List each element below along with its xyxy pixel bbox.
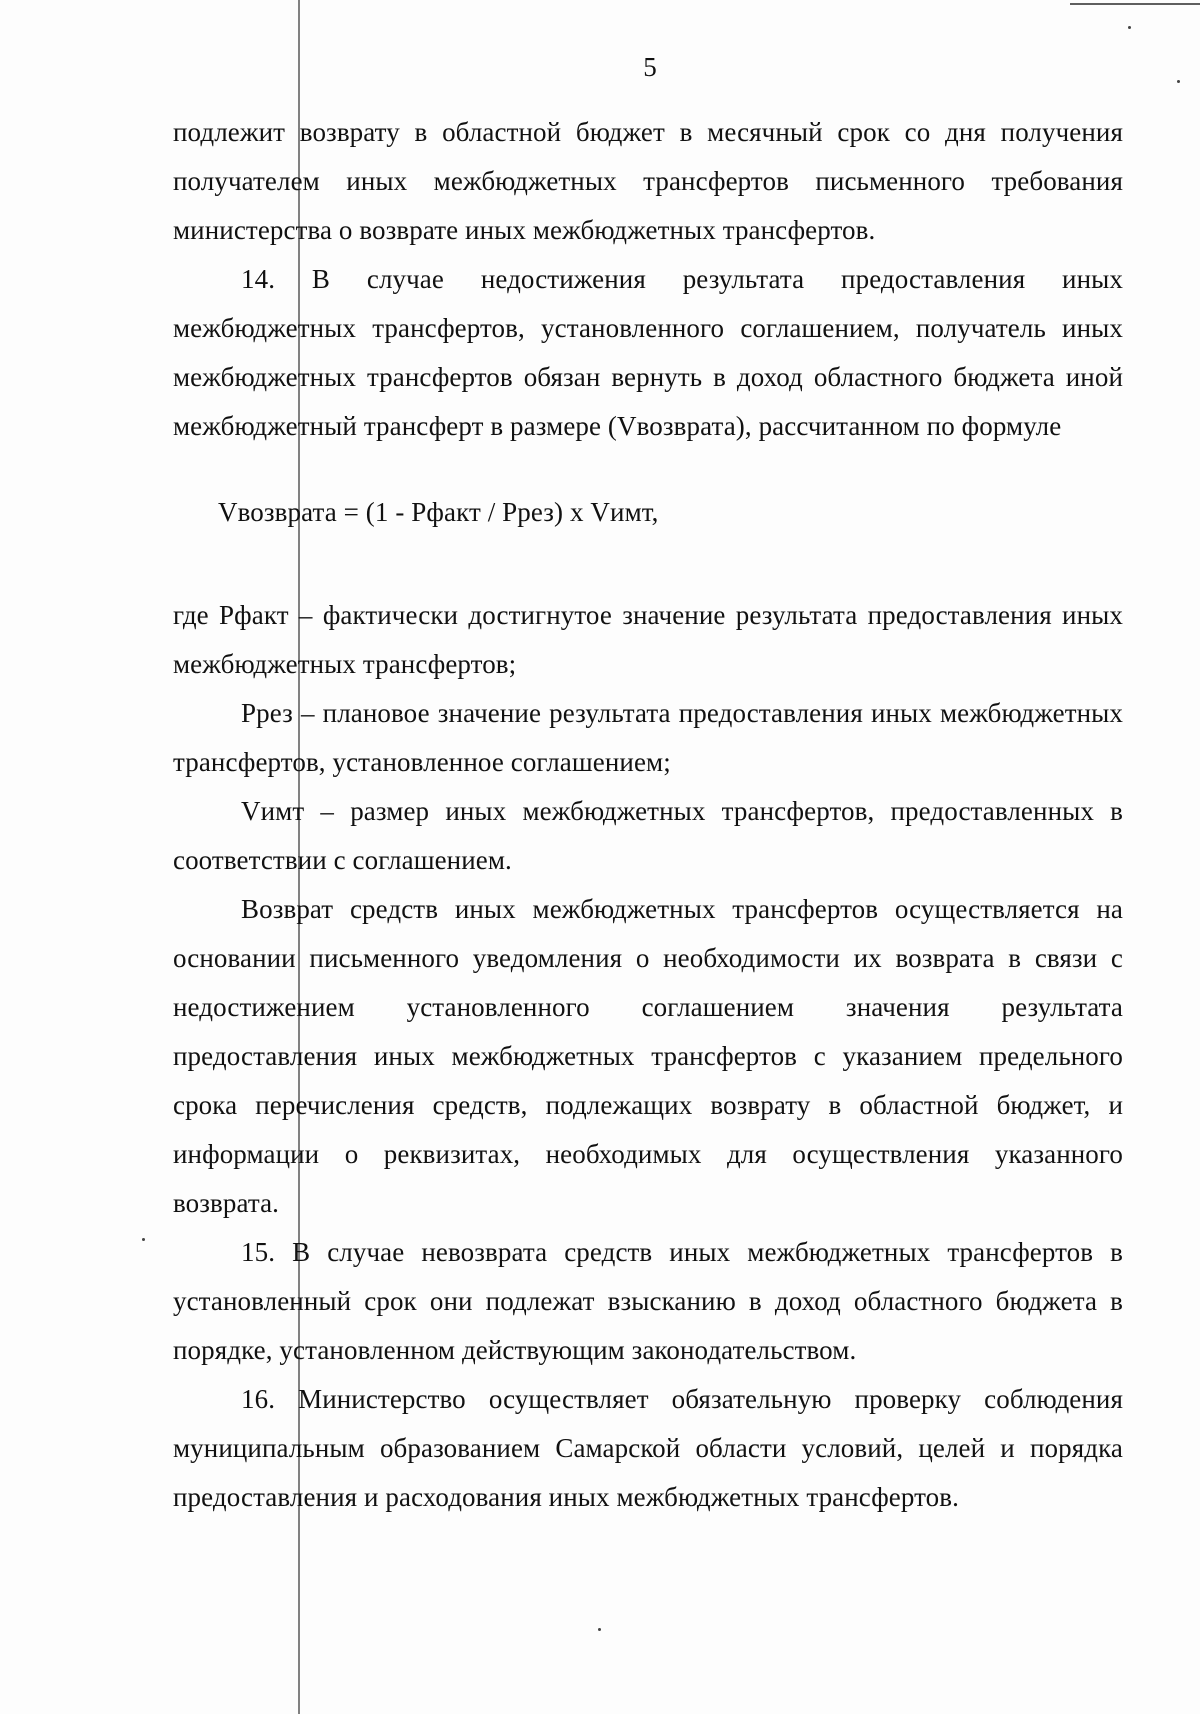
definition-vimt: Vимт – размер иных межбюджетных трансфертов, предоставленных в соответствии с соглашением. xyxy=(173,796,1123,875)
paragraph-item-14: 14. В случае недостижения результата предоставления иных межбюджетных трансфертов, установленного соглашением, получатель иных межбюджетных трансфертов обязан вернуть в доход областного бюджета иной межбюджетный трансферт в размере (Vвозврата), рассчитанном по формуле xyxy=(173,264,1123,441)
scan-speck xyxy=(1128,26,1131,29)
paragraph: подлежит возврату в областной бюджет в месячный срок со дня получения получателем иных межбюджетных трансфертов письменного требования министерства о возврате иных межбюджетных трансфертов. xyxy=(173,117,1123,245)
definition-rfakt: где Рфакт – фактически достигнутое значение результата предоставления иных межбюджетных трансфертов; xyxy=(173,600,1123,679)
paragraph-item-15: 15. В случае невозврата средств иных межбюджетных трансфертов в установленный срок они подлежат взысканию в доход областного бюджета в порядке, установленном действующим законодательством. xyxy=(173,1237,1123,1365)
scan-edge-rule xyxy=(1070,3,1200,5)
scan-speck xyxy=(142,1238,145,1241)
definition-rrez: Ррез – плановое значение результата предоставления иных межбюджетных трансфертов, установленное соглашением; xyxy=(173,698,1123,777)
paragraph-item-16: 16. Министерство осуществляет обязательную проверку соблюдения муниципальным образованием Самарской области условий, целей и порядка предоставления и расходования иных межбюджетных трансфертов. xyxy=(173,1384,1123,1512)
page-number: 5 xyxy=(643,52,657,82)
paragraph-return-procedure: Возврат средств иных межбюджетных трансфертов осуществляется на основании письменного уведомления о необходимости их возврата в связи с недостижением установленного соглашением значения результата предоставления иных межбюджетных трансфертов с указанием предельного срока перечисления средств, подлежащих возврату в областной бюджет, и информации о реквизитах, необходимых для осуществления указанного возврата. xyxy=(173,894,1123,1218)
formula: Vвозврата = (1 - Рфакт / Ррез) х Vимт, xyxy=(218,497,659,527)
document-body xyxy=(173,108,1123,1522)
scan-speck xyxy=(598,1628,601,1631)
